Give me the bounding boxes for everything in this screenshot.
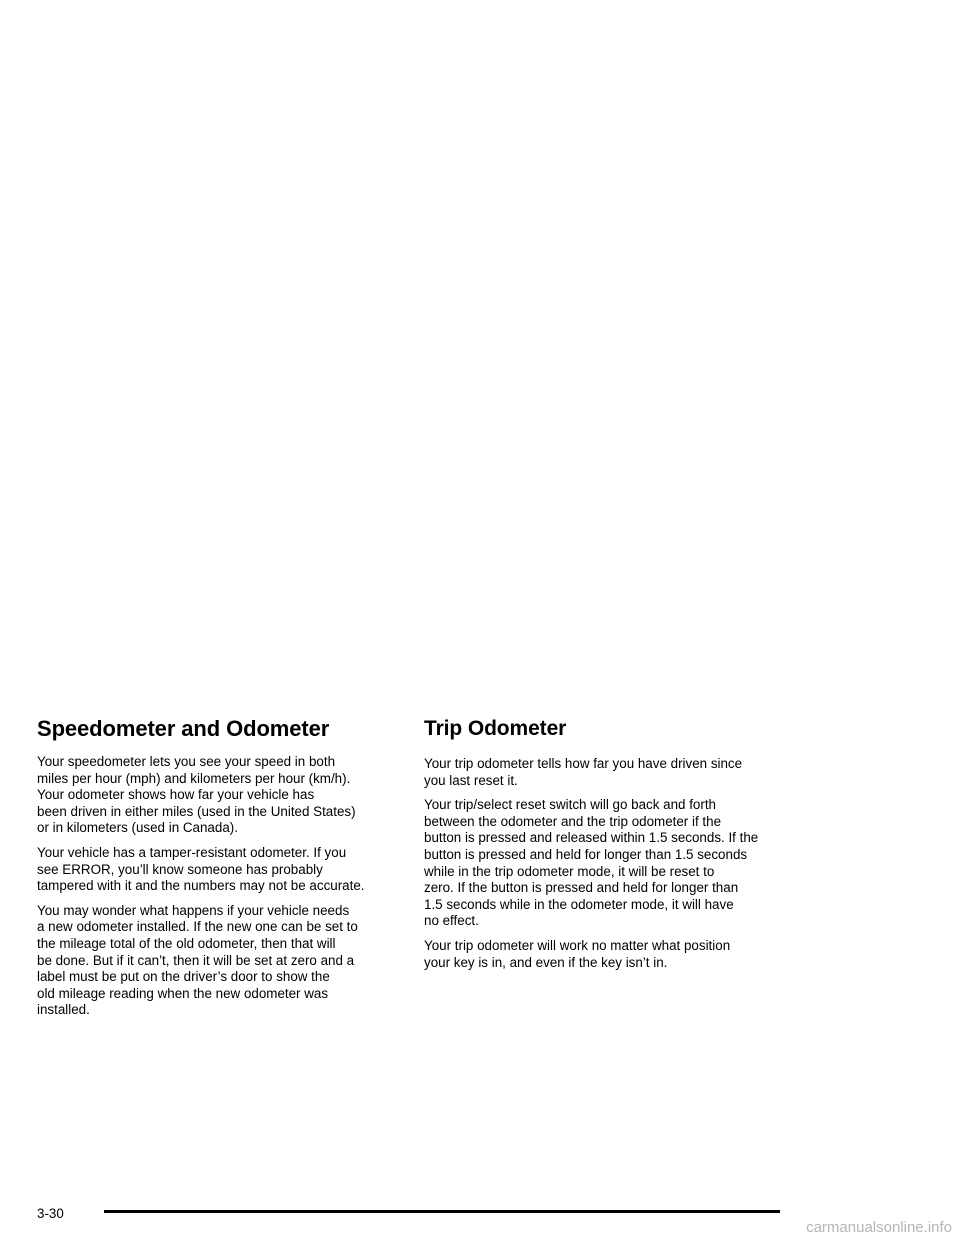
footer-divider bbox=[104, 1210, 780, 1213]
section-heading-trip-odometer: Trip Odometer bbox=[424, 717, 567, 740]
paragraph: Your trip odometer tells how far you have driven since you last reset it. bbox=[424, 756, 743, 788]
watermark: carmanualsonline.info bbox=[806, 1219, 952, 1236]
section-heading-speedometer: Speedometer and Odometer bbox=[37, 716, 330, 741]
paragraph: Your vehicle has a tamper-resistant odometer. If you see ERROR, you’ll know someone has probably tampered with it and the numbers may not be accurate. bbox=[37, 844, 365, 894]
paragraph: Your speedometer lets you see your speed in both miles per hour (mph) and kilometers per hour (km/h). Your odometer shows how far your vehicle has been driven in either miles (used in the United States) or in kilometers (used in Canada). bbox=[37, 754, 356, 836]
speedometer-odometer-section bbox=[37, 716, 397, 1027]
paragraph: Your trip odometer will work no matter what position your key is in, and even if the key isn’t in. bbox=[424, 937, 731, 970]
paragraph: Your trip/select reset switch will go back and forth between the odometer and the trip odometer if the button is pressed and released within 1.5 seconds. If the button is pressed and held for longer than 1.5 seconds while in the trip odometer mode, it will be reset to zero. If the button is pressed and held for longer than 1.5 seconds while in the odometer mode, it will have no effect. bbox=[424, 797, 759, 929]
paragraph: You may wonder what happens if your vehicle needs a new odometer installed. If the new one can be set to the mileage total of the old odometer, then that will be done. But if it can’t, then it will be set at zero and a label must be put on the driver’s door to show the old mileage reading when the new odometer was installed. bbox=[37, 902, 358, 1018]
trip-odometer-section bbox=[424, 716, 784, 979]
page-number: 3-30 bbox=[37, 1206, 64, 1221]
